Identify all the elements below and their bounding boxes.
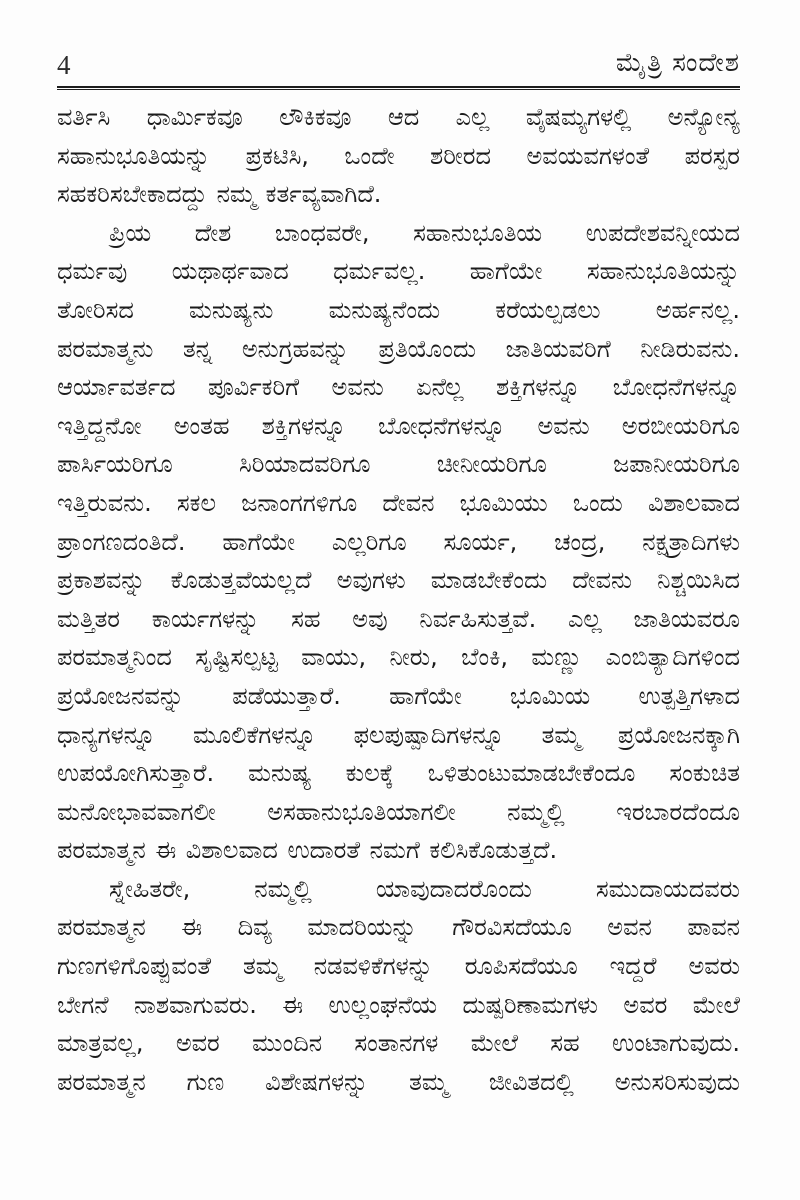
text-line: ಉಪಯೋಗಿಸುತ್ತಾರೆ. ಮನುಷ್ಯ ಕುಲಕ್ಕೆ ಒಳಿತುಂಟುಮಾಡಬೇಕೆಂದೂ ಸಂಕುಚಿತ	[57, 759, 740, 788]
text-line: ಮನೋಭಾವವಾಗಲೀ ಅಸಹಾನುಭೂತಿಯಾಗಲೀ ನಮ್ಮಲ್ಲಿ ಇರಬಾರದೆಂದೂ	[57, 797, 740, 826]
page-number: 4	[57, 50, 71, 80]
page-body	[57, 98, 740, 1101]
text-line: ಆರ್ಯಾವರ್ತದ ಪೂರ್ವಿಕರಿಗೆ ಅವನು ಏನೆಲ್ಲ ಶಕ್ತಿಗಳನ್ನೂ ಬೋಧನೆಗಳನ್ನೂ	[57, 373, 740, 402]
text-line: ತೋರಿಸದ ಮನುಷ್ಯನು ಮನುಷ್ಯನೆಂದು ಕರೆಯಲ್ಪಡಲು ಅರ್ಹನಲ್ಲ.	[57, 295, 740, 324]
text-line: ಪಾರ್ಸಿಯರಿಗೂ ಸಿರಿಯಾದವರಿಗೂ ಚೀನೀಯರಿಗೂ ಜಪಾನೀಯರಿಗೂ	[57, 450, 740, 479]
text-line: ಸಹಕರಿಸಬೇಕಾದದ್ದು ನಮ್ಮ ಕರ್ತವ್ಯವಾಗಿದೆ.	[57, 180, 382, 209]
text-line: ಬೇಗನೆ ನಾಶವಾಗುವರು. ಈ ಉಲ್ಲಂಘನೆಯ ದುಷ್ಪರಿಣಾಮಗಳು ಅವರ ಮೇಲೆ	[57, 990, 740, 1019]
paragraph	[57, 214, 740, 870]
paragraph	[57, 98, 740, 214]
text-line: ಪರಮಾತ್ಮನ ಈ ದಿವ್ಯ ಮಾದರಿಯನ್ನು ಗೌರವಿಸದೆಯೂ ಅವನ ಪಾವನ	[57, 913, 740, 942]
text-line: ಸಹಾನುಭೂತಿಯನ್ನು ಪ್ರಕಟಿಸಿ, ಒಂದೇ ಶರೀರದ ಅವಯವಗಳಂತೆ ಪರಸ್ಪರ	[57, 141, 740, 170]
text-line: ಪ್ರಿಯ ದೇಶ ಬಾಂಧವರೇ, ಸಹಾನುಭೂತಿಯ ಉಪದೇಶವನ್ನೀಯದ	[109, 218, 740, 247]
text-line: ವರ್ತಿಸಿ ಧಾರ್ಮಿಕವೂ ಲೌಕಿಕವೂ ಆದ ಎಲ್ಲ ವೈಷಮ್ಯಗಳಲ್ಲಿ ಅನ್ಯೋನ್ಯ	[57, 103, 740, 131]
text-line: ಪ್ರಯೋಜನವನ್ನು ಪಡೆಯುತ್ತಾರೆ. ಹಾಗೆಯೇ ಭೂಮಿಯ ಉತ್ಪತ್ತಿಗಳಾದ	[57, 681, 740, 710]
page-header	[57, 40, 740, 80]
text-line: ಪ್ರಾಂಗಣದಂತಿದೆ. ಹಾಗೆಯೇ ಎಲ್ಲರಿಗೂ ಸೂರ್ಯ, ಚಂದ್ರ, ನಕ್ಷತ್ರಾದಿಗಳು	[57, 527, 740, 556]
header-rule	[57, 86, 740, 90]
text-line: ಧರ್ಮವು ಯಥಾರ್ಥವಾದ ಧರ್ಮವಲ್ಲ. ಹಾಗೆಯೇ ಸಹಾನುಭೂತಿಯನ್ನು	[57, 257, 740, 286]
text-line: ಮತ್ತಿತರ ಕಾರ್ಯಗಳನ್ನು ಸಹ ಅವು ನಿರ್ವಹಿಸುತ್ತವೆ. ಎಲ್ಲ ಜಾತಿಯವರೂ	[57, 604, 740, 633]
text-line: ಪರಮಾತ್ಮನಿಂದ ಸೃಷ್ಟಿಸಲ್ಪಟ್ಟ ವಾಯು, ನೀರು, ಬೆಂಕಿ, ಮಣ್ಣು ಎಂಬಿತ್ಯಾದಿಗಳಿಂದ	[57, 643, 740, 672]
text-line: ಪರಮಾತ್ಮನ ಈ ವಿಶಾಲವಾದ ಉದಾರತೆ ನಮಗೆ ಕಲಿಸಿಕೊಡುತ್ತದೆ.	[57, 836, 558, 865]
text-line: ಪರಮಾತ್ಮನು ತನ್ನ ಅನುಗ್ರಹವನ್ನು ಪ್ರತಿಯೊಂದು ಜಾತಿಯವರಿಗೆ ನೀಡಿರುವನು.	[57, 334, 740, 363]
text-line: ಪ್ರಕಾಶವನ್ನು ಕೊಡುತ್ತವೆಯಲ್ಲದೆ ಅವುಗಳು ಮಾಡಬೇಕೆಂದು ದೇವನು ನಿಶ್ಚಯಿಸಿದ	[57, 566, 740, 595]
running-title: ಮೈತ್ರಿ ಸಂದೇಶ	[615, 48, 740, 78]
text-line: ಮಾತ್ರವಲ್ಲ, ಅವರ ಮುಂದಿನ ಸಂತಾನಗಳ ಮೇಲೆ ಸಹ ಉಂಟಾಗುವುದು.	[57, 1029, 740, 1058]
text-line: ಇತ್ತಿರುವನು. ಸಕಲ ಜನಾಂಗಗಳಿಗೂ ದೇವನ ಭೂಮಿಯು ಒಂದು ವಿಶಾಲವಾದ	[57, 488, 740, 517]
text-line: ಇತ್ತಿದ್ದನೋ ಅಂತಹ ಶಕ್ತಿಗಳನ್ನೂ ಬೋಧನೆಗಳನ್ನೂ ಅವನು ಅರಬೀಯರಿಗೂ	[57, 411, 740, 440]
text-line: ಗುಣಗಳಿಗೊಪ್ಪುವಂತೆ ತಮ್ಮ ನಡವಳಿಕೆಗಳನ್ನು ರೂಪಿಸದೆಯೂ ಇದ್ದರೆ ಅವರು	[57, 952, 740, 981]
text-line: ಪರಮಾತ್ಮನ ಗುಣ ವಿಶೇಷಗಳನ್ನು ತಮ್ಮ ಜೀವಿತದಲ್ಲಿ ಅನುಸರಿಸುವುದು	[57, 1067, 740, 1096]
paragraph	[57, 870, 740, 1102]
text-line: ಸ್ನೇಹಿತರೇ, ನಮ್ಮಲ್ಲಿ ಯಾವುದಾದರೊಂದು ಸಮುದಾಯದವರು	[109, 874, 740, 903]
text-line: ಧಾನ್ಯಗಳನ್ನೂ ಮೂಲಿಕೆಗಳನ್ನೂ ಫಲಪುಷ್ಪಾದಿಗಳನ್ನೂ ತಮ್ಮ ಪ್ರಯೋಜನಕ್ಕಾಗಿ	[57, 720, 740, 749]
